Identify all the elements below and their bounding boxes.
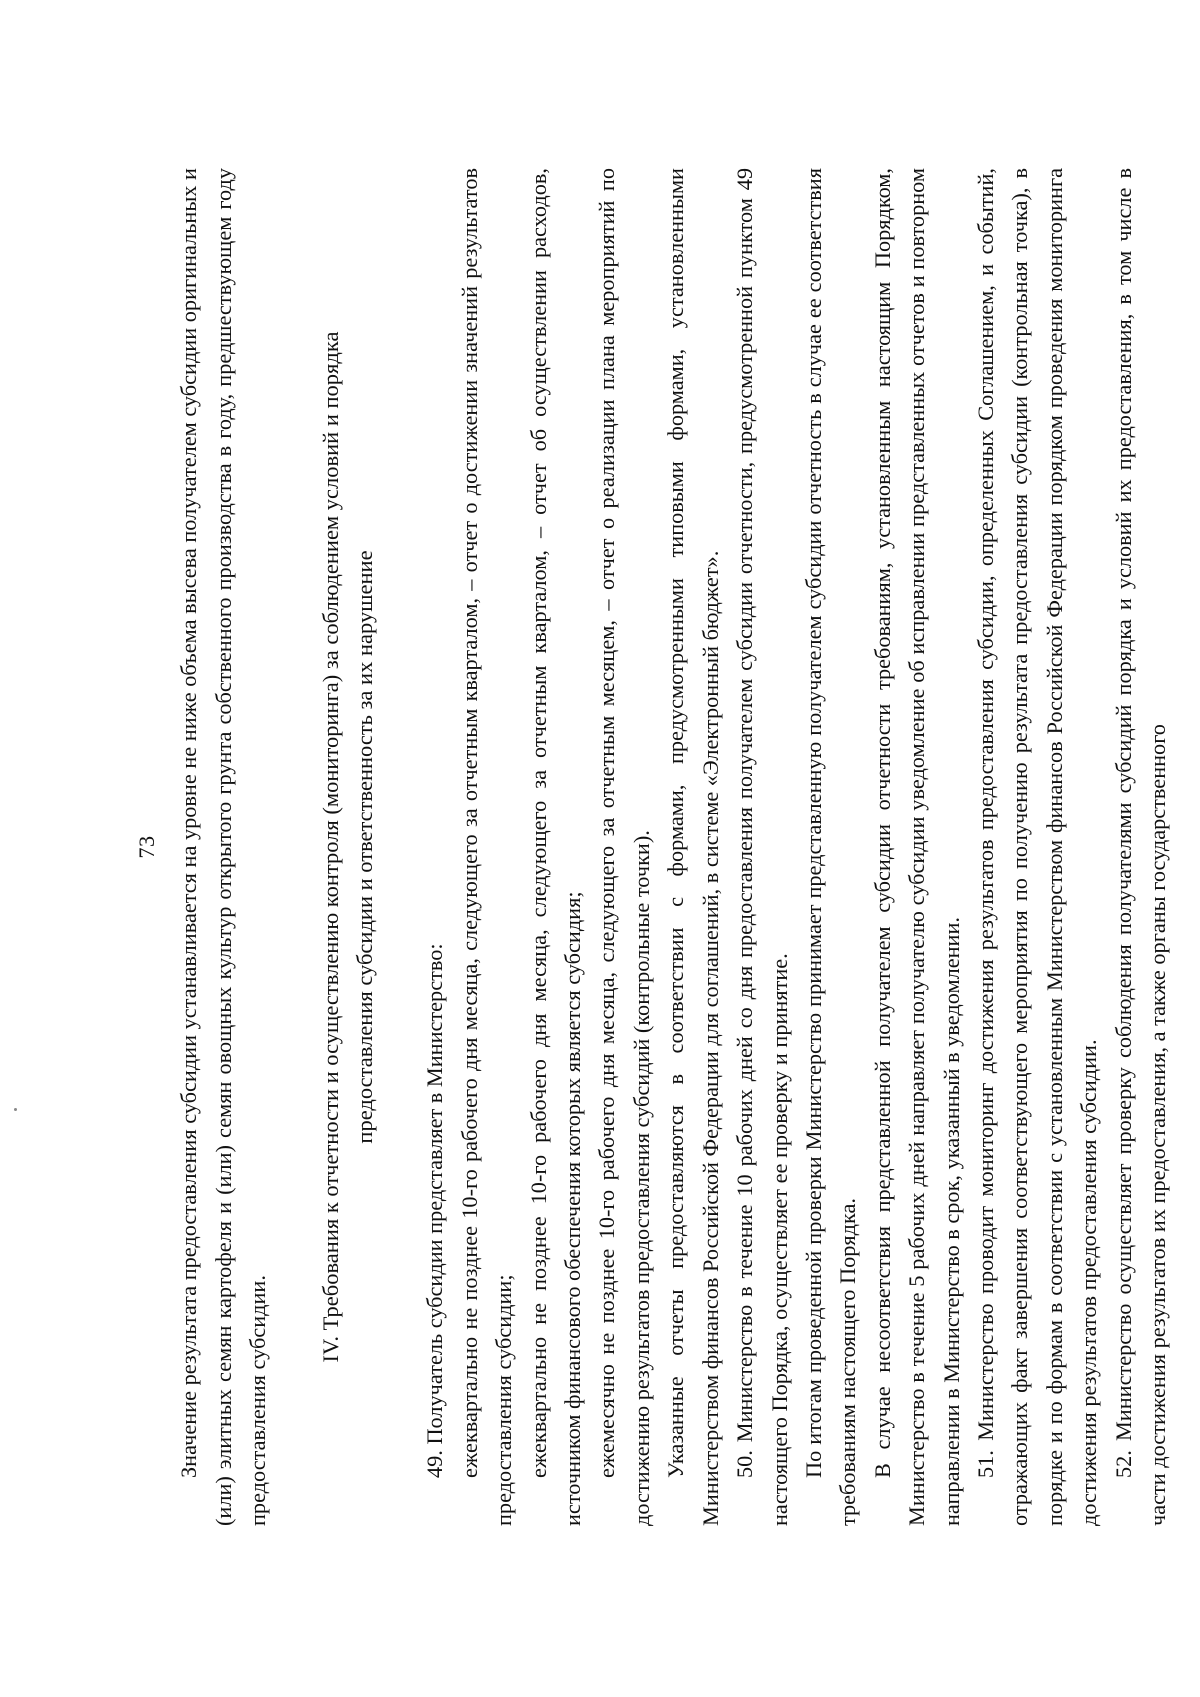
rotated-page-content [100,108,1170,1588]
paragraph-50-noncompliance: В случае несоответствия представленной получателем субсидии отчетности требованиям, установленным настоящим Порядком, Министерство в течение 5 рабочих дней направляет получателю субсидии уведомление об исправлении представленных отчетов и повторном направлении в Министерство в срок, указанный в уведомлении. [869,168,964,1526]
paragraph-51: 51. Министерство проводит мониторинг достижения результатов предоставления субсидии, определенных Соглашением, и событий, отражающих факт завершения соответствующего мероприятия по получению результата предоставления субсидии (контрольная точка), в порядке и по формам в соответствии с установленным Министерством финансов Российской Федерации порядком проведения мониторинга достижения результатов предоставления субсидии. [972,168,1102,1526]
paragraph-49-quarterly-expenses: ежеквартально не позднее 10-го рабочего дня месяца, следующего за отчетным кварталом, – отчет об осуществлении расходов, источником финансового обеспечения которых является субсидия; [525,168,586,1526]
paragraph-49-quarterly-results: ежеквартально не позднее 10-го рабочего дня месяца, следующего за отчетным кварталом, – отчет о достижении значений результатов предоставления субсидии; [456,168,517,1526]
intro-paragraph: Значение результата предоставления субсидии устанавливается на уровне не ниже объема высева получателем субсидии оригинальных и (или) элитных семян картофеля и (или) семян овощных культур открытого грунта собственного производства в году, предшествующем году предоставления субсидии. [176,168,271,1526]
paragraph-49: 49. Получатель субсидии представляет в Министерство: [422,943,448,1478]
paragraph-reports-forms: Указанные отчеты предоставляются в соответствии с формами, предусмотренными типовыми формами, установленными Министерством финансов Российской Федерации для соглашений, в системе «Электронный бюджет». [663,168,723,1526]
page-number: 73 [134,835,159,859]
paragraph-50-acceptance: По итогам проведенной проверки Министерство принимает представленную получателем субсидии отчетность в случае ее соответствия требованиям настоящего Порядка. [800,168,861,1526]
paragraph-50: 50. Министерство в течение 10 рабочих дней со дня предоставления получателем субсидии отчетности, предусмотренной пунктом 49 настоящего Порядка, осуществляет ее проверку и принятие. [732,168,792,1526]
paragraph-52: 52. Министерство осуществляет проверку соблюдения получателями субсидий порядка и условий их предоставления, в том числе в части достижения результатов их предоставления, а также органы государственного [1110,168,1170,1526]
scan-speck [14,1108,17,1111]
section-heading-line-2: предоставления субсидии и ответственность за их нарушение [352,550,378,1144]
section-heading-line-1: IV. Требования к отчетности и осуществлению контроля (мониторинга) за соблюдением условий и порядка [317,331,343,1363]
section-heading [314,168,383,1526]
paragraph-49-monthly-plan: ежемесячно не позднее 10-го рабочего дня месяца, следующего за отчетным месяцем, – отчет о реализации плана мероприятий по достижению результатов предоставления субсидий (контрольные точки). [594,168,654,1526]
